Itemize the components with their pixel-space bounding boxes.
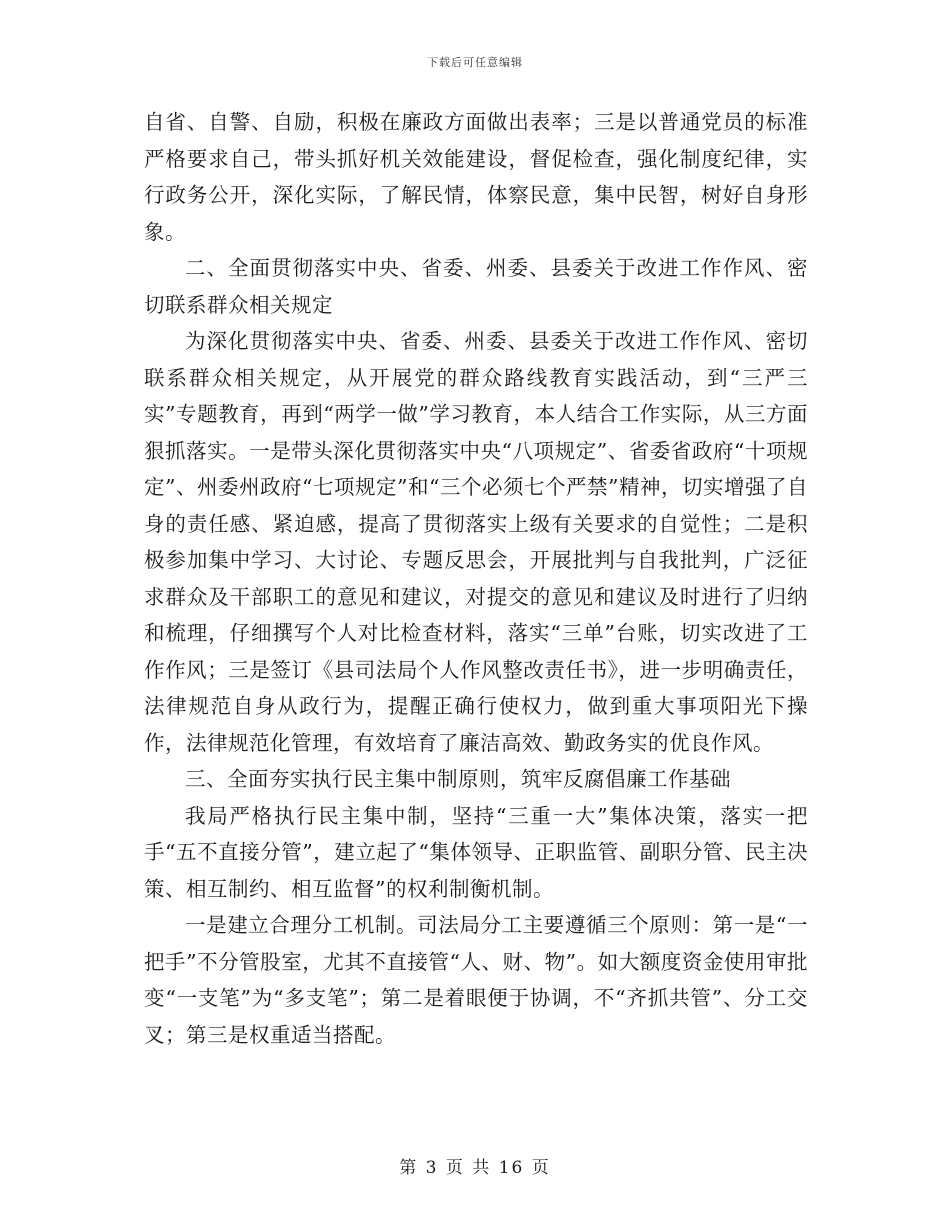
paragraph-section-3: 我局严格执行民主集中制，坚持“三重一大”集体决策，落实一把手“五不直接分管”，建立起了“集体领导、正职监管、副职分管、民主决策、相互制约、相互监督”的权利制衡机制。 <box>144 803 808 901</box>
section-heading-3: 三、全面夯实执行民主集中制原则，筑牢反腐倡廉工作基础 <box>185 767 731 791</box>
paragraph-division-mechanism: 一是建立合理分工机制。司法局分工主要遵循三个原则：第一是“一把手”不分管股室，尤其不直接管“人、财、物”。如大额度资金使用审批变“一支笔”为“多支笔”；第二是着眼便于协调，不“齐抓共管”、分工交叉；第三是权重适当搭配。 <box>144 913 808 1047</box>
paragraph-section-2: 为深化贯彻落实中央、省委、州委、县委关于改进工作作风、密切联系群众相关规定，从开展党的群众路线教育实践活动，到“三严三实”专题教育，再到“两学一做”学习教育，本人结合工作实际，从三方面狠抓落实。一是带头深化贯彻落实中央“八项规定”、省委省政府“十项规定”、州委州政府“七项规定”和“三个必须七个严禁”精神，切实增强了自身的责任感、紧迫感，提高了贯彻落实上级有关要求的自觉性；二是积极参加集中学习、大讨论、专题反思会，开展批判与自我批判，广泛征求群众及干部职工的意见和建议，对提交的意见和建议及时进行了归纳和梳理，仔细撰写个人对比检查材料，落实“三单”台账，切实改进了工作作风；三是签订《县司法局个人作风整改责任书》，进一步明确责任，法律规范自身从政行为，提醒正确行使权力，做到重大事项阳光下操作，法律规范化管理，有效培育了廉洁高效、勤政务实的优良作风。 <box>144 329 808 755</box>
page-number-footer: 第 3 页 共 16 页 <box>399 1158 551 1178</box>
header-note: 下载后可任意编辑 <box>427 56 523 69</box>
document-body <box>144 104 808 1053</box>
section-heading-2: 二、全面贯彻落实中央、省委、州委、县委关于改进工作作风、密切联系群众相关规定 <box>144 256 808 317</box>
paragraph-continuation: 自省、自警、自励，积极在廉政方面做出表率；三是以普通党员的标准严格要求自己，带头抓好机关效能建设，督促检查，强化制度纪律，实行政务公开，深化实际，了解民情，体察民意，集中民智，树好自身形象。 <box>144 110 808 244</box>
